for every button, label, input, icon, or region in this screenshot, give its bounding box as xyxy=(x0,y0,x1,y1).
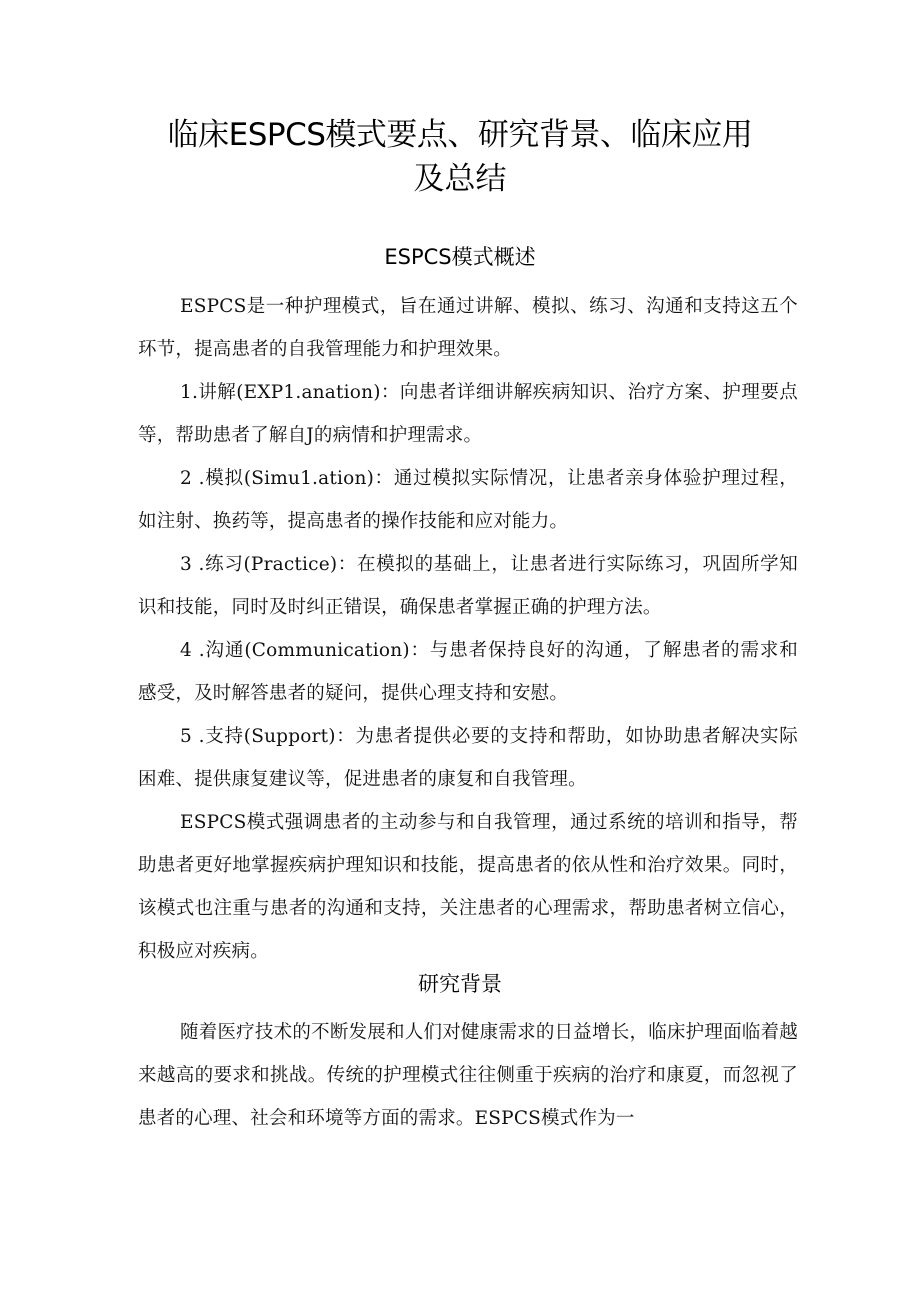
section-heading-overview: ESPCS模式概述 xyxy=(384,245,536,269)
communication-paragraph: 4 .沟通(Communication)：与患者保持良好的沟通，了解患者的需求和感受，及时解答患者的疑问，提供心理支持和安慰。 xyxy=(138,640,798,704)
simulation-paragraph: 2 .模拟(Simu1.ation)：通过模拟实际情况，让患者亲身体验护理过程，如注射、换药等，提高患者的操作技能和应对能力。 xyxy=(138,468,798,532)
overview-intro-paragraph: ESPCS是一种护理模式，旨在通过讲解、模拟、练习、沟通和支持这五个环节，提高患者的自我管理能力和护理效果。 xyxy=(138,296,798,360)
document-title-line-1: 临床ESPCS模式要点、研究背景、临床应用 xyxy=(167,117,753,153)
document-title-line-2: 及总结 xyxy=(413,161,507,197)
support-paragraph: 5 .支持(Support)：为患者提供必要的支持和帮助，如协助患者解决实际困难、提供康复建议等，促进患者的康复和自我管理。 xyxy=(138,726,798,790)
section-heading-background: 研究背景 xyxy=(418,972,502,996)
practice-paragraph: 3 .练习(Practice)：在模拟的基础上，让患者进行实际练习，巩固所学知识和技能，同时及时纠正错误，确保患者掌握正确的护理方法。 xyxy=(138,554,798,618)
explanation-paragraph: 1.讲解(EXP1.anation)：向患者详细讲解疾病知识、治疗方案、护理要点等，帮助患者了解自J的病情和护理需求。 xyxy=(138,382,798,446)
background-paragraph: 随着医疗技术的不断发展和人们对健康需求的日益增长，临床护理面临着越来越高的要求和挑战。传统的护理模式往往侧重于疾病的治疗和康夏，而忽视了患者的心理、社会和环境等方面的需求。ESPCS模式作为一 xyxy=(138,1022,798,1129)
overview-summary-paragraph: ESPCS模式强调患者的主动参与和自我管理，通过系统的培训和指导，帮助患者更好地掌握疾病护理知识和技能，提高患者的依从性和治疗效果。同时，该模式也注重与患者的沟通和支持，关注患者的心理需求，帮助患者树立信心，积极应对疾病。 xyxy=(138,812,798,962)
